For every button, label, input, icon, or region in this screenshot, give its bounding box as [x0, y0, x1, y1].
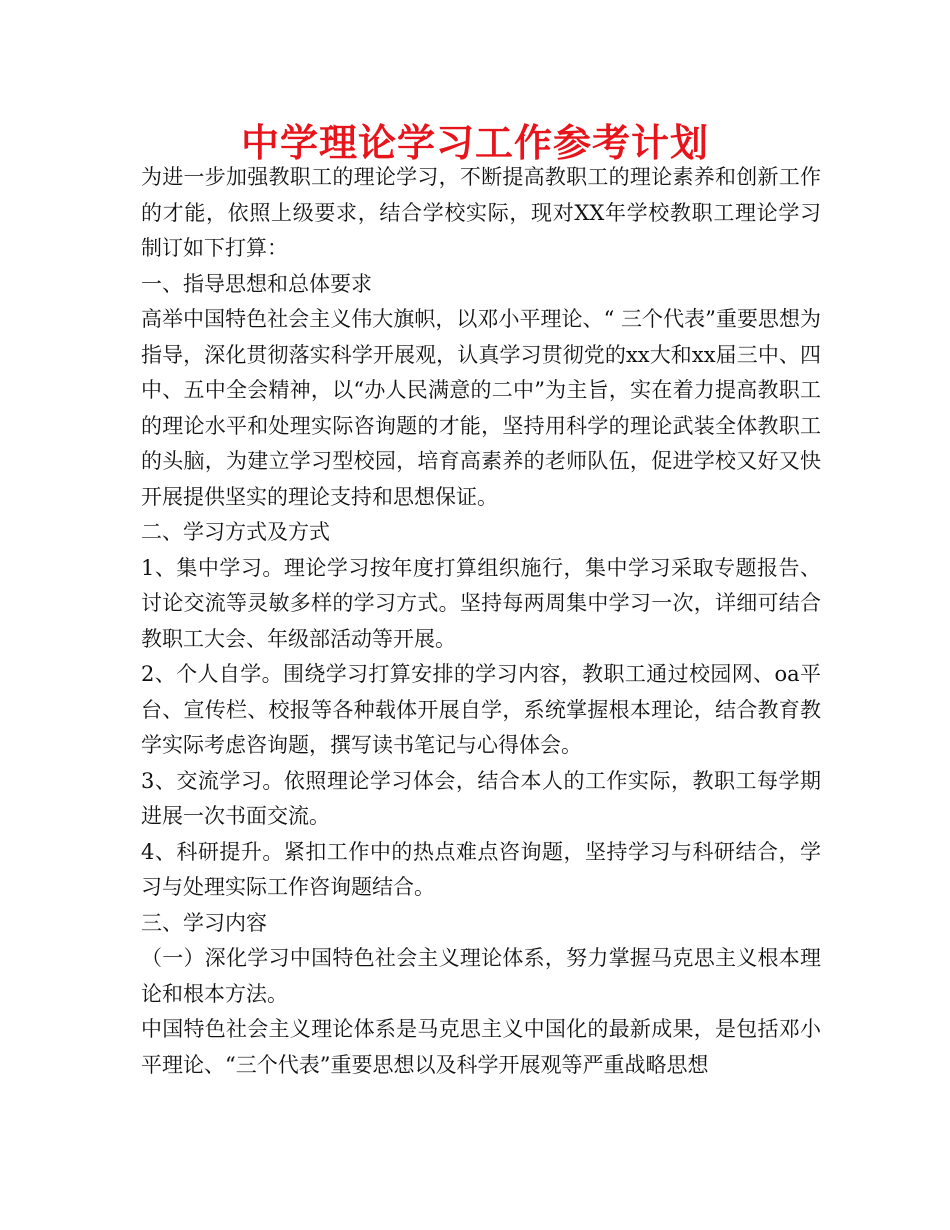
method-item-2: 2、个人自学。围绕学习打算安排的学习内容，教职工通过校园网、oa平台、宣传栏、校报等各种载体开展自学，系统掌握根本理论，结合教育教学实际考虑咨询题，撰写读书笔记与心得体会。: [141, 662, 821, 757]
guiding-thought-paragraph: 高举中国特色社会主义伟大旗帜，以邓小平理论、“ 三个代表”重要思想为指导，深化贯彻落实科学开展观，认真学习贯彻党的xx大和xx届三中、四中、五中全会精神，以“办人民满意的二中”为主旨，实在着力提高教职工的理论水平和处理实际咨询题的才能，坚持用科学的理论武装全体教职工的头脑，为建立学习型校园，培育高素养的老师队伍，促进学校又好又快开展提供坚实的理论支持和思想保证。: [141, 307, 821, 509]
document-title: 中学理论学习工作参考计划: [240, 121, 709, 165]
intro-paragraph: 为进一步加强教职工的理论学习，不断提高教职工的理论素养和创新工作的才能，依照上级要求，结合学校实际，现对XX年学校教职工理论学习制订如下打算：: [141, 165, 821, 260]
content-subheading-1: （一）深化学习中国特色社会主义理论体系，努力掌握马克思主义根本理论和根本方法。: [141, 946, 821, 1006]
method-item-3: 3、交流学习。依照理论学习体会，结合本人的工作实际，教职工每学期进展一次书面交流。: [141, 768, 821, 828]
section-heading-3: 三、学习内容: [141, 910, 267, 935]
document-body: [141, 160, 821, 1083]
section-heading-2: 二、学习方式及方式: [141, 520, 330, 544]
method-item-1: 1、集中学习。理论学习按年度打算组织施行，集中学习采取专题报告、讨论交流等灵敏多样的学习方式。坚持每两周集中学习一次，详细可结合教职工大会、年级部活动等开展。: [141, 555, 821, 651]
section-heading-1: 一、指导思想和总体要求: [141, 271, 372, 296]
method-item-4: 4、科研提升。紧扣工作中的热点难点咨询题，坚持学习与科研结合，学习与处理实际工作咨询题结合。: [141, 839, 821, 899]
content-paragraph-1: 中国特色社会主义理论体系是马克思主义中国化的最新成果，是包括邓小平理论、“三个代表”重要思想以及科学开展观等严重战略思想: [141, 1017, 821, 1077]
